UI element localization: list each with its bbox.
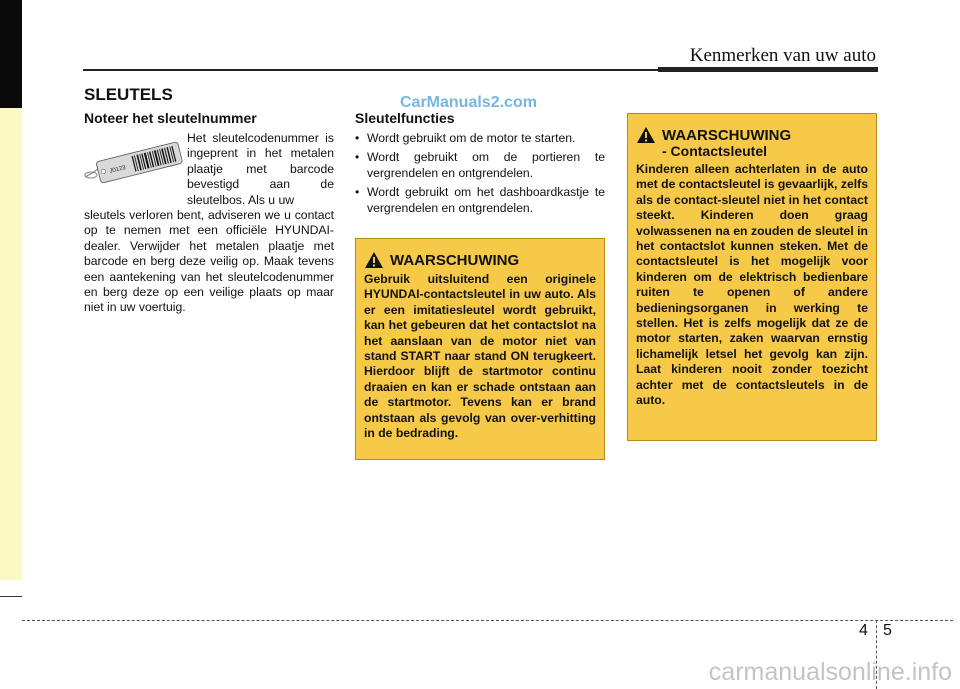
header-rule (83, 69, 658, 71)
bullet-icon: • (355, 185, 360, 200)
header-rule-accent (658, 67, 878, 72)
warning-title: WAARSCHUWING (390, 251, 520, 269)
key-functions-subtitle: Sleutelfuncties (355, 110, 455, 126)
bullet-icon: • (355, 131, 360, 145)
page-number: 5 (883, 622, 892, 639)
warning-header (636, 126, 868, 144)
key-tag-code: J0123 (108, 165, 127, 175)
warning-text: Kinderen alleen achterlaten in de auto met de contactsleutel is gevaarlijk, zelfs als de contact-sleutel niet in het contact steekt. Kinderen doen graag volwassenen na en zouden de sleutel in het contactslot kunnen steken. Met de contactsleutel is het mogelijk voor kinderen om de elektrisch bedienbare ruiten te openen of andere bedieningsorganen in werking te stellen. Het is zelfs mogelijk dat ze de motor starten, zaken waarvan ernstig lichamelijk letsel het gevolg kan zijn. Laat kinderen nooit zonder toezicht achter met de contactsleutels in de auto. (636, 162, 868, 408)
footer-dashed-rule (22, 620, 953, 621)
key-number-text-bottom: sleutels verloren bent, adviseren we u contact op te nemen met een officiële HYUNDAI-dealer. Verwijder het metalen plaatje met barcode en berg deze veilig op. Maak tevens een aantekening van het sleutelcodenummer en berg deze op een veilige plaats op maar niet in uw voertuig. (84, 208, 334, 315)
key-number-subtitle: Noteer het sleutelnummer (84, 110, 257, 126)
bullet-icon: • (355, 150, 360, 165)
chapter-number: 4 (859, 622, 868, 639)
section-title: SLEUTELS (84, 85, 173, 104)
warning-triangle-icon (636, 126, 656, 144)
watermark-top: CarManuals2.com (400, 94, 537, 111)
chapter-tab-marker (0, 0, 22, 108)
list-item: • Wordt gebruikt om de portieren te vergrendelen en ontgrendelen. (355, 150, 605, 180)
warning-triangle-icon (364, 251, 384, 269)
warning-text: Gebruik uitsluitend een originele HYUNDAI-contactsleutel in uw auto. Als er een imitatiesleutel wordt gebruikt, kan het gebeuren dat het contactslot na het aanslaan van de motor niet van stand START naar stand ON terugkeert. Hierdoor blijft de startmotor continu draaien en kan er schade ontstaan aan de startmotor. Tevens kan er brand ontstaan als gevolg van over-verhitting in de bedrading. (364, 272, 596, 441)
warning-box-ignition-key (627, 113, 877, 441)
warning-box-original-key (355, 238, 605, 460)
key-tag-image (83, 133, 183, 188)
key-functions-list (355, 131, 605, 220)
warning-title: WAARSCHUWING (662, 126, 792, 144)
warning-header (364, 251, 596, 269)
watermark-bottom: carmanualsonline.info (708, 658, 952, 686)
warning-subtitle: - Contactsleutel (662, 143, 768, 159)
side-strip-divider (0, 596, 22, 597)
list-item: • Wordt gebruikt om het dashboardkastje te vergrendelen en ontgrendelen. (355, 185, 605, 215)
key-number-text-top: Het sleutelcodenummer is ingeprent in het metalen plaatje met barcode bevestigd aan de sleutelbos. Als u uw (187, 131, 334, 207)
page-header-title: Kenmerken van uw auto (689, 45, 876, 66)
list-item: • Wordt gebruikt om de motor te starten. (355, 131, 576, 145)
